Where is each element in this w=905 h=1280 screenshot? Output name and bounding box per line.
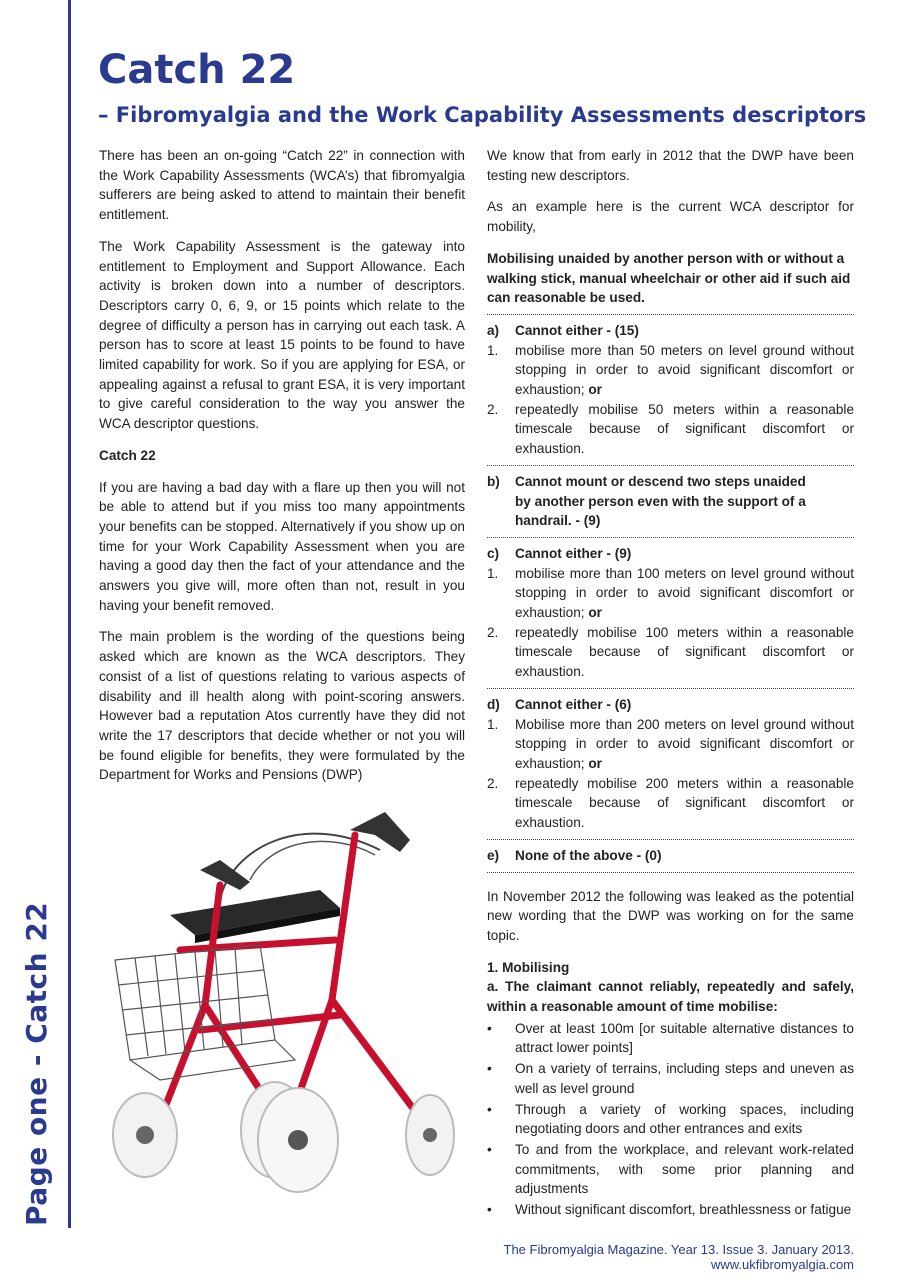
criterion-title: Cannot either - (15) [515,322,639,338]
list-item [487,1059,854,1098]
leaked-paragraph: In November 2012 the following was leaked as the potential new wording that the DWP was working on for the same topic. [487,888,854,943]
page-subtitle: – Fibromyalgia and the Work Capability Assessments descriptors [98,103,867,127]
bullet-text: Through a variety of working spaces, including negotiating doors and other entrances and exits [515,1101,854,1137]
item-text: repeatedly mobilise 50 meters within a reasonable timescale because of significant discomfort or exhaustion. [515,401,854,457]
item-text [515,715,854,774]
side-page-label: Page one - Catch 22 [20,901,53,1226]
mobilising-subheading: a. The claimant cannot reliably, repeatedly and safely, within a reasonable amount of time mobilise: [487,979,854,1015]
bad-day-paragraph: If you are having a bad day with a flare up then you will not be able to attend but if you miss too many appointments your benefits can be stopped. Alternatively if you show up on time for your Work Capability Assessment when you are having a good day then the fact of your attendance and the answers you give will, more often than not, result in you having your benefit removed. [99,479,465,613]
intro-paragraph: There has been an on-going “Catch 22” in connection with the Work Capability Assessments (WCA’s) that fibromyalgia sufferers are being asked to attend to maintain their benefit entitlement. [99,148,465,223]
bullet: • [487,1020,492,1036]
sidebar-rule [68,0,71,1228]
criterion-title: None of the above - (0) [515,847,662,863]
item-or: or [588,382,602,398]
list-item [487,1200,854,1220]
criterion-b [487,472,854,531]
item-body: mobilise more than 100 meters on level ground without stopping in order to avoid significant discomfort or exhaustion; [515,565,854,621]
divider [487,465,854,466]
bullet: • [487,1141,492,1157]
criterion-title: Cannot either - (9) [515,545,632,561]
list-item [487,623,854,682]
item-text [515,341,854,400]
criterion-label: a) [487,322,500,338]
catch22-heading: Catch 22 [99,447,156,463]
list-item [487,341,854,400]
right-column [487,146,854,1221]
bullet: • [487,1101,492,1117]
bullet-text: Over at least 100m [or suitable alternative distances to attract lower points] [515,1020,854,1056]
criterion-label: e) [487,847,500,863]
bullet-text: To and from the workplace, and relevant work-related commitments, with some prior planning and adjustments [515,1141,854,1197]
criterion-label: c) [487,545,500,561]
item-number: 2. [487,775,499,791]
page-title: Catch 22 [98,47,296,93]
list-item [487,400,854,459]
list-item [487,1019,854,1058]
divider [487,688,854,689]
bullet: • [487,1202,492,1218]
criterion-label: d) [487,696,500,712]
item-number: 1. [487,342,499,358]
item-or: or [588,755,602,771]
wca-paragraph: The Work Capability Assessment is the gateway into entitlement to Employment and Support Allowance. Each activity is broken down into a number of descriptors. Descriptors carry 0, 6, 9, or 15 points which relate to the degree of difficulty a person has in carrying out each task. A person has to score at least 15 points to be found to have limited capability for work. So if you are applying for ESA, or appealing against a refusal to grant ESA, it is very important to give careful consideration to the way you answer the WCA descriptor questions. [99,238,465,432]
descriptor-title: Mobilising unaided by another person with or without a walking stick, manual wheelchair or other aid if such aid can reasonable be used. [487,250,851,306]
list-item [487,1100,854,1139]
list-item [487,774,854,833]
new-descriptors-paragraph: We know that from early in 2012 that the DWP have been testing new descriptors. [487,148,854,183]
item-or: or [588,605,602,621]
mobilising-heading: 1. Mobilising [487,959,570,975]
bullet-text: On a variety of terrains, including steps and uneven as well as level ground [515,1061,854,1096]
divider [487,537,854,538]
left-column [99,146,465,797]
item-number: 2. [487,624,499,640]
item-body: Mobilise more than 200 meters on level ground without stopping in order to avoid significant discomfort or exhaustion; [515,716,854,771]
criterion-e [487,846,854,866]
list-item [487,715,854,774]
divider [487,839,854,840]
bullet-text: Without significant discomfort, breathlessness or fatigue [515,1202,852,1218]
rollator-walker-image [100,790,466,1200]
item-text: repeatedly mobilise 200 meters within a reasonable timescale because of significant discomfort or exhaustion. [515,775,854,831]
item-text [515,564,854,623]
list-item [487,564,854,623]
item-text: repeatedly mobilise 100 meters within a reasonable timescale because of significant discomfort or exhaustion. [515,624,854,680]
bullet: • [487,1061,492,1077]
criterion-c [487,544,854,564]
divider [487,872,854,873]
footer: The Fibromyalgia Magazine. Year 13. Issue 3. January 2013. www.ukfibromyalgia.com [503,1242,854,1272]
criterion-title: Cannot either - (6) [515,696,632,712]
list-item [487,1140,854,1199]
item-number: 1. [487,716,499,732]
criterion-d [487,695,854,715]
item-number: 1. [487,565,499,581]
example-paragraph: As an example here is the current WCA descriptor for mobility, [487,199,854,235]
criterion-a [487,321,854,341]
criterion-label: b) [487,473,500,489]
item-body: mobilise more than 50 meters on level ground without stopping in order to avoid significant discomfort or exhaustion; [515,342,854,398]
item-number: 2. [487,401,499,417]
problem-paragraph: The main problem is the wording of the questions being asked which are known as the WCA descriptors. They consist of a list of questions relating to various aspects of disability and ill health along with point-scoring answers. However bad a reputation Atos currently have they did not write the 17 descriptors that decide whether or not you will be found eligible for benefits, they were formulated by the Department for Works and Pensions (DWP) [99,629,465,783]
criterion-title: Cannot mount or descend two steps unaided by another person even with the support of a handrail. - (9) [515,473,806,529]
divider [487,314,854,315]
